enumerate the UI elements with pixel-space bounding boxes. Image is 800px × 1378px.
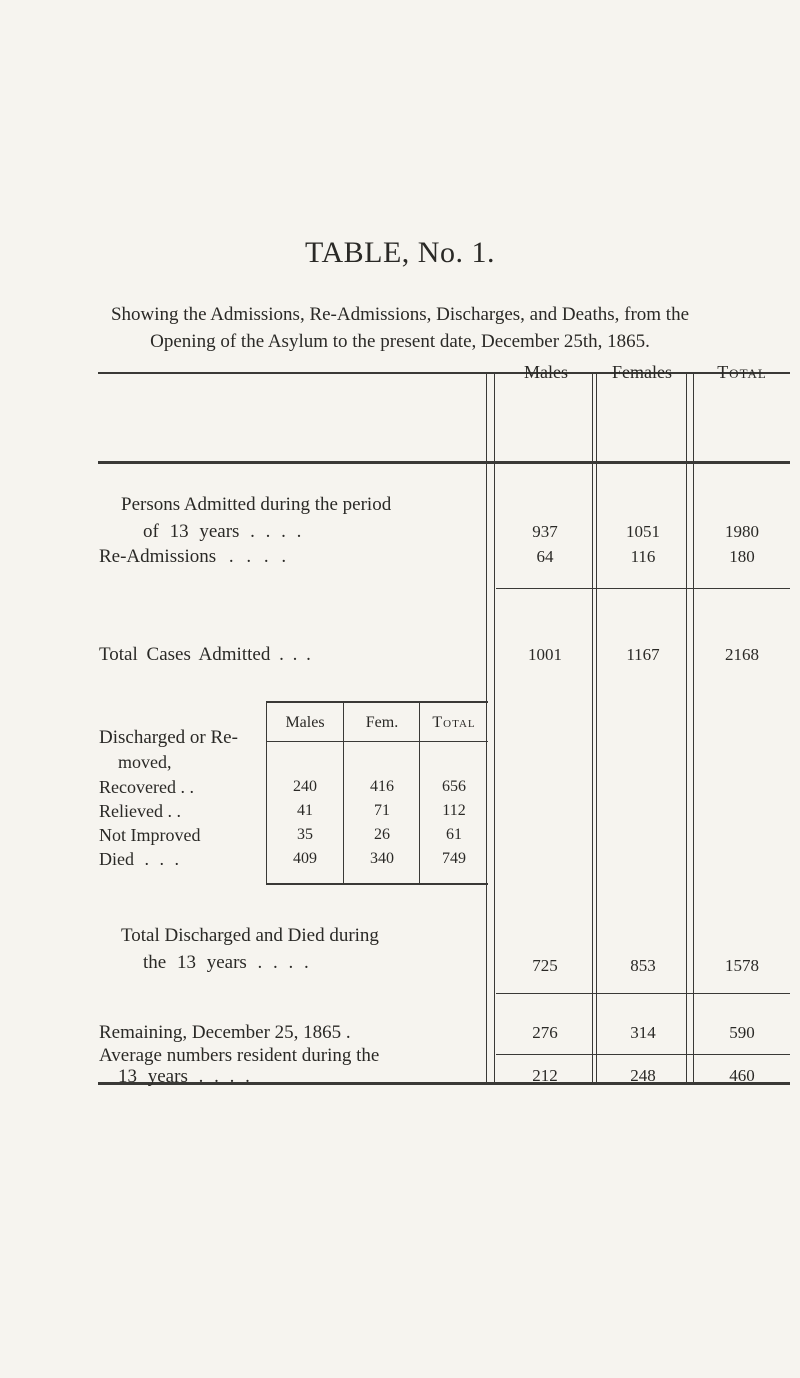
subtable-cell: 656 — [442, 778, 466, 795]
readmissions-females: 116 — [630, 547, 656, 566]
row-label-total-admitted: Total Cases Admitted . . . — [99, 644, 311, 665]
row-label-admitted-1: Persons Admitted during the period — [121, 494, 392, 515]
total-admitted-females: 1167 — [626, 645, 660, 664]
subtable-cell: 409 — [293, 850, 317, 867]
row-label-discharged-2: moved, — [118, 752, 172, 772]
row-label-remaining: Remaining, December 25, 1865 . — [99, 1022, 351, 1043]
total-admitted-total: 2168 — [725, 645, 759, 664]
row-label-average-2: 13 years . . . . — [118, 1066, 250, 1087]
readmissions-total: 180 — [729, 547, 755, 566]
subtable-cell: 71 — [374, 802, 390, 819]
average-males: 212 — [532, 1066, 558, 1085]
subtable-header-fem: Fem. — [365, 714, 399, 731]
admitted-total: 1980 — [725, 522, 759, 541]
sum-rule-discharged — [496, 993, 790, 994]
row-label-readmissions: Re-Admissions . . . . — [99, 546, 287, 567]
row-label-total-discharged-2: the 13 years . . . . — [143, 952, 309, 973]
subtable-header-rule — [266, 741, 488, 742]
row-label-average-1: Average numbers resident during the — [99, 1045, 380, 1066]
subtable-cell: 340 — [370, 850, 394, 867]
col-rule-males-1 — [592, 374, 593, 1082]
subtitle-line-2: Opening of the Asylum to the present date, December 25th, 1865. — [150, 331, 650, 352]
row-label-total-discharged-1: Total Discharged and Died during — [121, 925, 379, 946]
subtable-row-label: Recovered . . — [99, 777, 194, 797]
col-rule-females-2 — [693, 374, 694, 1082]
subtable-top-rule — [266, 701, 488, 703]
subtable-cell: 240 — [293, 778, 317, 795]
subtable-cell: 416 — [370, 778, 394, 795]
page-title: TABLE, No. 1. — [305, 236, 495, 269]
subtable-cell: 26 — [374, 826, 390, 843]
subtitle-line-1: Showing the Admissions, Re-Admissions, Discharges, and Deaths, from the — [110, 304, 690, 325]
subtable-cell: 749 — [442, 850, 466, 867]
total-discharged-males: 725 — [532, 956, 558, 975]
subtable-col-3 — [419, 703, 420, 883]
col-header-total: Total — [717, 362, 767, 382]
col-header-females: Females — [612, 362, 672, 382]
readmissions-males: 64 — [536, 547, 554, 566]
subtable-cell: 61 — [446, 826, 462, 843]
row-label-admitted-2: of 13 years . . . . — [143, 521, 302, 542]
admitted-males: 937 — [532, 522, 558, 541]
col-header-males: Males — [524, 362, 568, 382]
remaining-total: 590 — [729, 1023, 755, 1042]
subtable-row-label: Died . . . — [99, 849, 179, 869]
row-label-discharged-1: Discharged or Re- — [99, 727, 238, 748]
total-discharged-females: 853 — [630, 956, 656, 975]
subtable-bottom-rule — [266, 883, 488, 885]
col-rule-label-2 — [494, 374, 495, 1082]
rule-above-average — [496, 1054, 790, 1055]
col-rule-males-2 — [596, 374, 597, 1082]
subtable-row-label: Not Improved — [99, 825, 201, 845]
subtable-cell: 35 — [297, 826, 313, 843]
total-admitted-males: 1001 — [528, 645, 562, 664]
average-females: 248 — [630, 1066, 656, 1085]
average-total: 460 — [729, 1066, 755, 1085]
total-discharged-total: 1578 — [725, 956, 759, 975]
subtable-header-males: Males — [285, 714, 325, 731]
subtable-header-total: Total — [432, 714, 476, 731]
remaining-males: 276 — [532, 1023, 558, 1042]
subtable-col-1 — [266, 703, 267, 883]
admitted-females: 1051 — [626, 522, 660, 541]
subtable-cell: 41 — [297, 802, 313, 819]
remaining-females: 314 — [630, 1023, 656, 1042]
subtable-col-2 — [343, 703, 344, 883]
subtable-row-label: Relieved . . — [99, 801, 181, 821]
subtable-cell: 112 — [442, 802, 466, 819]
sum-rule-admitted — [496, 588, 790, 589]
